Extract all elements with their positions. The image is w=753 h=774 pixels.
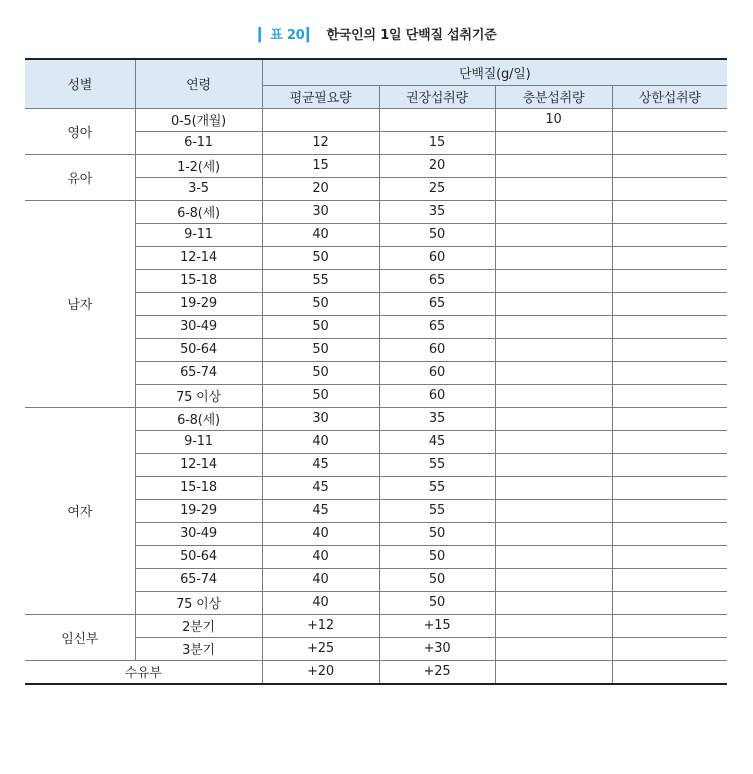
ul-cell [612,499,727,522]
rni-cell: +25 [379,660,495,684]
rni-cell: 65 [379,315,495,338]
ear-cell: +12 [262,614,379,637]
rni-cell: 15 [379,131,495,154]
age-cell: 75 이상 [135,384,262,407]
age-cell: 9-11 [135,430,262,453]
ul-cell [612,568,727,591]
ai-cell [495,131,612,154]
ai-cell [495,154,612,177]
ul-cell [612,338,727,361]
ai-cell [495,499,612,522]
ai-cell [495,177,612,200]
ai-cell [495,361,612,384]
ul-cell [612,522,727,545]
ul-cell [612,614,727,637]
ear-cell: 40 [262,430,379,453]
ai-cell [495,591,612,614]
age-cell: 6-8(세) [135,407,262,430]
ear-cell: 50 [262,315,379,338]
header-gender: 성별 [25,59,135,108]
header-protein: 단백질(g/일) [262,59,727,85]
ul-cell [612,637,727,660]
age-cell: 15-18 [135,269,262,292]
age-cell: 19-29 [135,292,262,315]
rni-cell: 25 [379,177,495,200]
ear-cell: 40 [262,591,379,614]
ear-cell: 50 [262,292,379,315]
table-row [25,660,727,684]
table-row [25,200,727,223]
rni-cell: 50 [379,545,495,568]
rni-cell: 50 [379,522,495,545]
ul-cell [612,292,727,315]
ul-cell [612,177,727,200]
ul-cell [612,384,727,407]
rni-cell: +30 [379,637,495,660]
age-cell: 19-29 [135,499,262,522]
group-cell: 여자 [25,407,135,614]
ai-cell [495,568,612,591]
rni-cell: 55 [379,476,495,499]
rni-cell: 50 [379,223,495,246]
rni-cell: 55 [379,499,495,522]
age-cell: 3분기 [135,637,262,660]
ul-cell [612,223,727,246]
ai-cell [495,200,612,223]
group-cell: 영아 [25,108,135,154]
ai-cell [495,407,612,430]
age-cell: 50-64 [135,338,262,361]
rni-cell: 20 [379,154,495,177]
ul-cell [612,591,727,614]
ul-cell [612,407,727,430]
table-row [25,108,727,131]
ear-cell: 30 [262,200,379,223]
ear-cell: 30 [262,407,379,430]
age-cell: 75 이상 [135,591,262,614]
age-cell: 50-64 [135,545,262,568]
header-ear: 평균필요량 [262,85,379,108]
ul-cell [612,154,727,177]
ear-cell: 20 [262,177,379,200]
ul-cell [612,453,727,476]
group-cell: 남자 [25,200,135,407]
ul-cell [612,476,727,499]
caption-bar-right: ▎ [306,28,317,43]
table-caption [0,24,753,48]
table-row [25,407,727,430]
ai-cell [495,476,612,499]
ear-cell: 40 [262,568,379,591]
ai-cell [495,384,612,407]
table-body [25,108,727,684]
rni-cell: 60 [379,338,495,361]
ai-cell [495,453,612,476]
ul-cell [612,660,727,684]
ai-cell [495,246,612,269]
table-row [25,614,727,637]
age-cell: 1-2(세) [135,154,262,177]
age-cell: 12-14 [135,246,262,269]
caption-title: 한국인의 1일 단백질 섭취기준 [326,28,497,43]
ul-cell [612,361,727,384]
ear-cell: 45 [262,476,379,499]
ai-cell [495,660,612,684]
ul-cell [612,545,727,568]
header-ai: 충분섭취량 [495,85,612,108]
ai-cell [495,338,612,361]
ai-cell [495,545,612,568]
ai-cell [495,292,612,315]
ear-cell: 50 [262,361,379,384]
ear-cell: 40 [262,545,379,568]
ai-cell [495,522,612,545]
ear-cell: 45 [262,499,379,522]
ul-cell [612,315,727,338]
ai-cell [495,223,612,246]
rni-cell: 60 [379,246,495,269]
ear-cell: 50 [262,338,379,361]
age-cell: 15-18 [135,476,262,499]
group-cell: 유아 [25,154,135,200]
ai-cell: 10 [495,108,612,131]
rni-cell: +15 [379,614,495,637]
caption-bar-left: ▎ [258,28,269,43]
age-cell: 30-49 [135,315,262,338]
rni-cell: 35 [379,200,495,223]
age-cell: 65-74 [135,568,262,591]
rni-cell: 50 [379,568,495,591]
rni-cell: 45 [379,430,495,453]
age-cell: 0-5(개월) [135,108,262,131]
ai-cell [495,430,612,453]
ul-cell [612,108,727,131]
rni-cell: 65 [379,292,495,315]
ear-cell: 45 [262,453,379,476]
header-rni: 권장섭취량 [379,85,495,108]
age-cell: 6-11 [135,131,262,154]
group-cell: 수유부 [25,660,262,684]
header-ul: 상한섭취량 [612,85,727,108]
ai-cell [495,315,612,338]
rni-cell: 50 [379,591,495,614]
ul-cell [612,269,727,292]
age-cell: 6-8(세) [135,200,262,223]
ul-cell [612,200,727,223]
age-cell: 3-5 [135,177,262,200]
age-cell: 30-49 [135,522,262,545]
ear-cell: 55 [262,269,379,292]
ear-cell: 40 [262,223,379,246]
age-cell: 9-11 [135,223,262,246]
protein-intake-table [25,58,727,685]
ear-cell: 50 [262,246,379,269]
age-cell: 2분기 [135,614,262,637]
ai-cell [495,614,612,637]
rni-cell: 55 [379,453,495,476]
rni-cell: 60 [379,384,495,407]
table-row [25,154,727,177]
rni-cell: 60 [379,361,495,384]
header-age: 연령 [135,59,262,108]
rni-cell: 65 [379,269,495,292]
ear-cell: +25 [262,637,379,660]
rni-cell [379,108,495,131]
ear-cell: 15 [262,154,379,177]
ul-cell [612,430,727,453]
age-cell: 65-74 [135,361,262,384]
rni-cell: 35 [379,407,495,430]
group-cell: 임신부 [25,614,135,660]
ear-cell: 50 [262,384,379,407]
table-header [25,59,727,108]
ai-cell [495,269,612,292]
ear-cell: 40 [262,522,379,545]
ear-cell: 12 [262,131,379,154]
caption-table-number: 표 20 [270,28,305,43]
ai-cell [495,637,612,660]
age-cell: 12-14 [135,453,262,476]
ear-cell [262,108,379,131]
ul-cell [612,246,727,269]
ul-cell [612,131,727,154]
ear-cell: +20 [262,660,379,684]
